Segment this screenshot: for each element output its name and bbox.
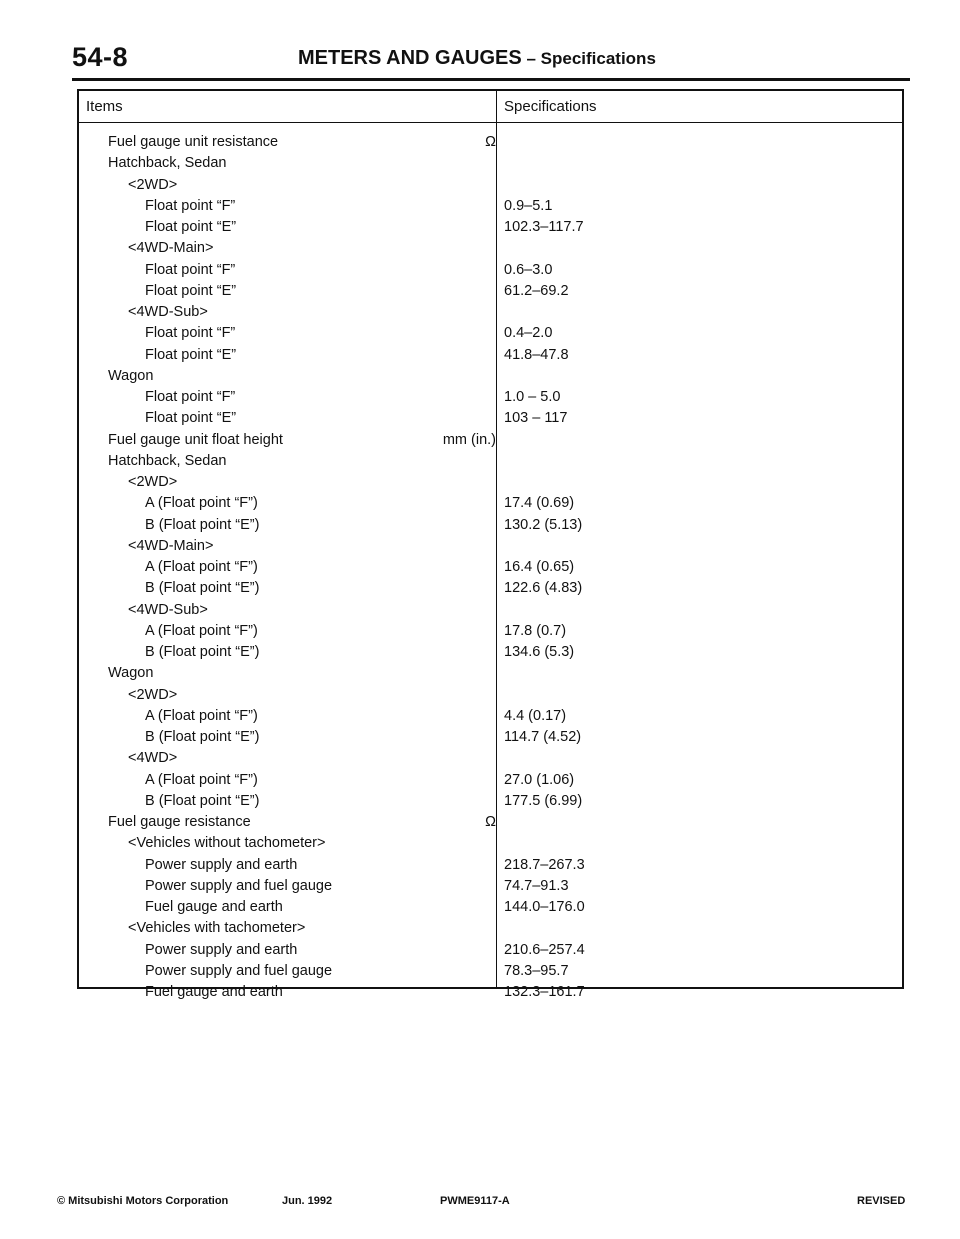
table-row-item: Float point “E” [145,346,237,363]
table-row-spec: 17.4 (0.69) [504,495,575,512]
table-row-spec: 16.4 (0.65) [504,559,575,575]
table-row-spec: 103 – 117 [504,410,568,427]
table-row-item: Float point “F” [145,197,236,214]
table-row-item: <2WD> [128,474,178,490]
table-row-spec: 78.3–95.7 [504,962,569,979]
table-row-item: <2WD> [128,176,178,193]
table-row-item: Float point “F” [145,389,236,405]
table-row-item: Float point “E” [145,282,237,299]
table-row-spec: 130.2 (5.13) [504,516,583,533]
page-number: 54-8 [72,42,129,72]
table-row-item: <4WD-Main> [128,240,214,257]
table-row-spec: 0.9–5.1 [504,197,553,214]
table-row-spec: 74.7–91.3 [504,877,569,894]
page-header [72,40,910,81]
table-row-spec: 122.6 (4.83) [504,580,583,597]
table-row-spec: 177.5 (6.99) [504,792,583,809]
footer-copyright: © Mitsubishi Motors Corporation [57,1195,229,1207]
table-row-item: B (Float point “E”) [145,792,260,809]
table-row-item: B (Float point “E”) [145,729,260,745]
table-row-item: Float point “E” [145,219,237,235]
table-row-spec: 144.0–176.0 [504,899,585,915]
table-row-item: <4WD-Main> [128,537,214,554]
specifications-table [77,89,904,1000]
page-title-sub: Specifications [540,49,656,68]
table-row-item: Power supply and fuel gauge [145,877,333,894]
table-row-item: Wagon [108,665,154,682]
table-row-spec: 0.4–2.0 [504,325,553,342]
table-row-item: B (Float point “E”) [145,516,260,533]
table-row-item: B (Float point “E”) [145,580,260,597]
table-row-item: <Vehicles with tachometer> [128,920,306,937]
column-header-items: Items [86,98,123,115]
page-title [298,47,656,70]
table-row-item: <2WD> [128,686,178,703]
table-row-item: Wagon [108,367,154,384]
table-row-item: Float point “E” [145,410,237,427]
table-row-item: B (Float point “E”) [145,644,260,660]
table-row-item: <Vehicles without tachometer> [128,835,326,852]
table-row-spec: 17.8 (0.7) [504,622,567,639]
page-title-main: METERS AND GAUGES [298,47,522,69]
table-row-item: A (Float point “F”) [145,771,258,788]
column-divider [496,91,497,987]
table-row-item: A (Float point “F”) [145,707,258,724]
table-row-spec: 132.3–161.7 [504,984,585,1000]
table-row-item: Hatchback, Sedan [108,452,227,469]
table-row-spec: 0.6–3.0 [504,261,553,278]
footer-date: Jun. 1992 [282,1195,333,1207]
table-row-spec: 41.8–47.8 [504,346,569,363]
table-row-item: A (Float point “F”) [145,622,258,639]
table-row-spec: 4.4 (0.17) [504,707,567,724]
table-row-item: Fuel gauge unit float height [108,431,283,448]
table-row-item: Hatchback, Sedan [108,155,227,172]
table-row-item: Float point “F” [145,261,236,278]
table-row-item: Float point “F” [145,325,236,342]
table-row-item: Fuel gauge and earth [145,984,283,1000]
table-row-item: A (Float point “F”) [145,495,258,512]
table-row-spec: 134.6 (5.3) [504,644,575,660]
table-row-item: Power supply and fuel gauge [145,962,333,979]
table-row-spec: 102.3–117.7 [504,219,584,235]
table-row-spec: 1.0 – 5.0 [504,389,561,405]
page-title-separator: – [521,49,541,68]
table-row-unit: mm (in.) [442,431,496,448]
table-row-item: Power supply and earth [145,856,298,873]
table-row-spec: 114.7 (4.52) [504,729,582,745]
table-row-unit: Ω [485,814,496,830]
table-row-spec: 61.2–69.2 [504,282,569,299]
footer-document-code: PWME9117-A [440,1195,510,1207]
table-row-unit: Ω [485,134,496,150]
table-row-item: Fuel gauge and earth [145,899,283,915]
table-row-spec: 218.7–267.3 [504,856,585,873]
footer-revised: REVISED [857,1195,906,1207]
table-row-item: Power supply and earth [145,941,298,958]
table-row-item: <4WD-Sub> [128,304,208,320]
table-row-item: Fuel gauge resistance [108,814,251,830]
column-header-specifications: Specifications [504,98,597,115]
table-row-item: <4WD> [128,750,178,767]
header-divider [79,122,902,123]
table-row-item: Fuel gauge unit resistance [108,134,279,150]
table-row-item: A (Float point “F”) [145,559,258,575]
table-row-item: <4WD-Sub> [128,601,208,618]
table-row-spec: 27.0 (1.06) [504,771,575,788]
table-row-spec: 210.6–257.4 [504,941,585,958]
